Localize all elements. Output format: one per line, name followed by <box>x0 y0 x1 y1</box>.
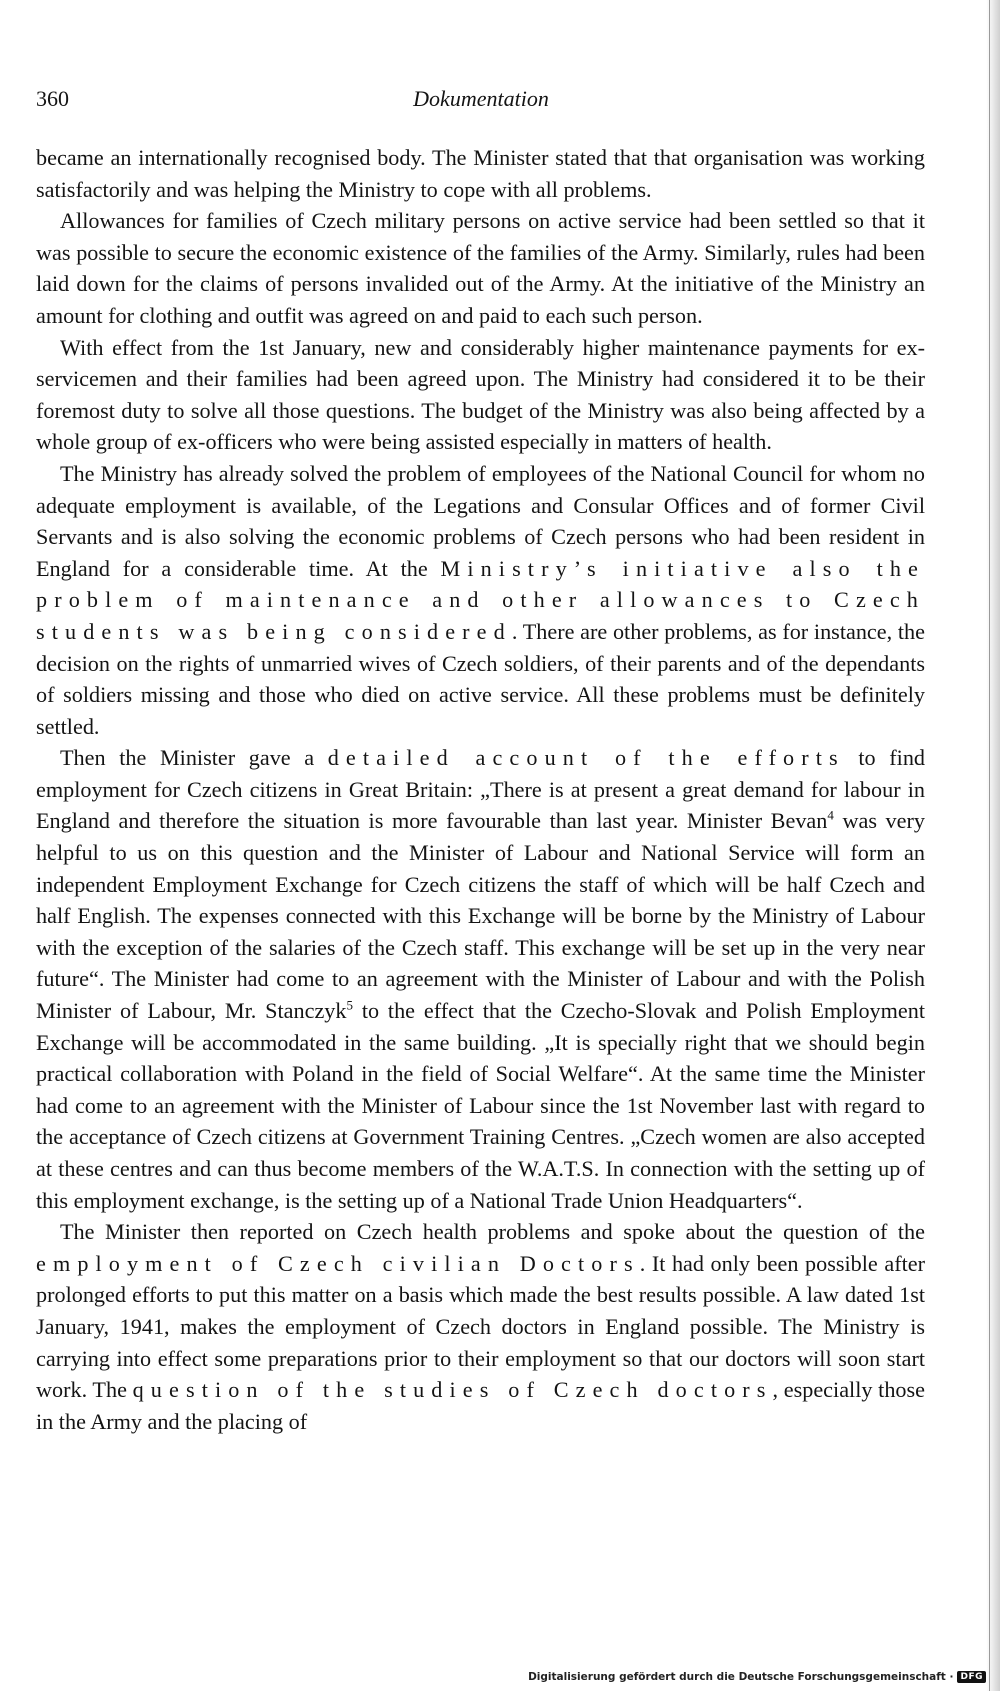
page-number: 360 <box>36 86 69 111</box>
text-run: The Minister then reported on Czech health problems and spoke about the question of the <box>60 1219 925 1245</box>
running-title: Dokumentation <box>413 86 549 111</box>
page-header <box>36 86 926 118</box>
footer-credit: Digitalisierung gefördert durch die Deutsche Forschungsgemeinschaft · <box>528 1671 954 1683</box>
text-run: became an internationally recognised body. The Minister stated that that organisation was working satisfactorily and was helping the Ministry to cope with all problems. <box>36 145 925 202</box>
paragraph <box>36 1216 925 1437</box>
text-run: to find employment for Czech citizens in Great Britain: „There is at present a great demand for labour in England and therefore the situation is more favourable than last year. Minister Bevan <box>36 745 926 834</box>
text-run: was very helpful to us on this question and the Minister of Labour and National Service will form an independent Employment Exchange for Czech citizens the staff of which will be half Czech and half English. The expenses connected with this Exchange will be borne by the Ministry of Labour with the exception of the salaries of the Czech staff. This exchange will be set up in the very near future“. The Minister had come to an agreement with the Minister of Labour and with the Polish Minister of Labour, Mr. Stanczyk <box>36 808 925 1024</box>
text-run: to the effect that the Czecho-Slovak and Polish Employment Exchange will be accommodated in the same building. „It is specially right that we should begin practical collaboration with Poland in the field of Social Welfare“. At the same time the Minister had come to an agreement with the Minister of Labour since the 1st November last with regard to the acceptance of Czech citizens at Government Training Centres. „Czech women are also accepted at these centres and can thus become members of the W.A.T.S. In connection with the setting up of this employment exchange, is the setting up of a National Trade Union Headquarters“. <box>36 998 925 1213</box>
spaced-emphasis: employment of Czech civilian Doctors <box>36 1250 640 1276</box>
page-edge <box>986 0 1000 1691</box>
spaced-emphasis: detailed account of the efforts <box>327 745 845 771</box>
footnote-ref: 4 <box>827 808 834 824</box>
paragraph <box>36 205 925 331</box>
paragraph <box>36 142 925 205</box>
dfg-logo: DFG <box>957 1671 986 1683</box>
footer <box>528 1671 986 1683</box>
footnote-ref: 5 <box>346 997 353 1013</box>
text-run: Then the Minister gave a <box>60 745 328 771</box>
body-text <box>36 142 925 1437</box>
text-run: . There are other problems, as for instance, the decision on the rights of unmarried wives of Czech soldiers, of their parents and of the dependants of soldiers missing and those who died on active service. All these problems must be definitely settled. <box>36 618 925 739</box>
spaced-emphasis: Ministry’s initiative also the problem of maintenance and other allowances to Czech students was being considered <box>36 555 925 644</box>
text-run: . It had only been possible after prolonged efforts to put this matter on a basis which made the best results possible. A law dated 1st January, 1941, makes the employment of Czech doctors in England possible. The Ministry is carrying into effect some preparations prior to their employment so that our doctors will soon start work. The <box>36 1250 925 1403</box>
text-run: , especially those in the Army and the placing of <box>36 1377 925 1434</box>
spaced-emphasis: question of the studies of Czech doctors <box>132 1377 773 1403</box>
paragraph <box>36 742 925 1216</box>
text-run: With effect from the 1st January, new and considerably higher maintenance payments for ex-servicemen and their families had been agreed upon. The Ministry had considered it to be their foremost duty to solve all those questions. The budget of the Ministry was also being affected by a whole group of ex-officers who were being assisted especially in matters of health. <box>36 334 925 455</box>
paragraph <box>36 332 925 458</box>
text-run: The Ministry has already solved the problem of employees of the National Council for whom no adequate employment is available, of the Legations and Consular Offices and of former Civil Servants and is also solving the economic problems of Czech persons who had been resident in England for a considerable time. At the <box>36 460 925 581</box>
paragraph <box>36 458 925 742</box>
text-run: Allowances for families of Czech military persons on active service had been settled so that it was possible to secure the economic existence of the families of the Army. Similarly, rules had been laid down for the claims of persons invalided out of the Army. At the initiative of the Ministry an amount for clothing and outfit was agreed on and paid to each such person. <box>36 208 925 328</box>
